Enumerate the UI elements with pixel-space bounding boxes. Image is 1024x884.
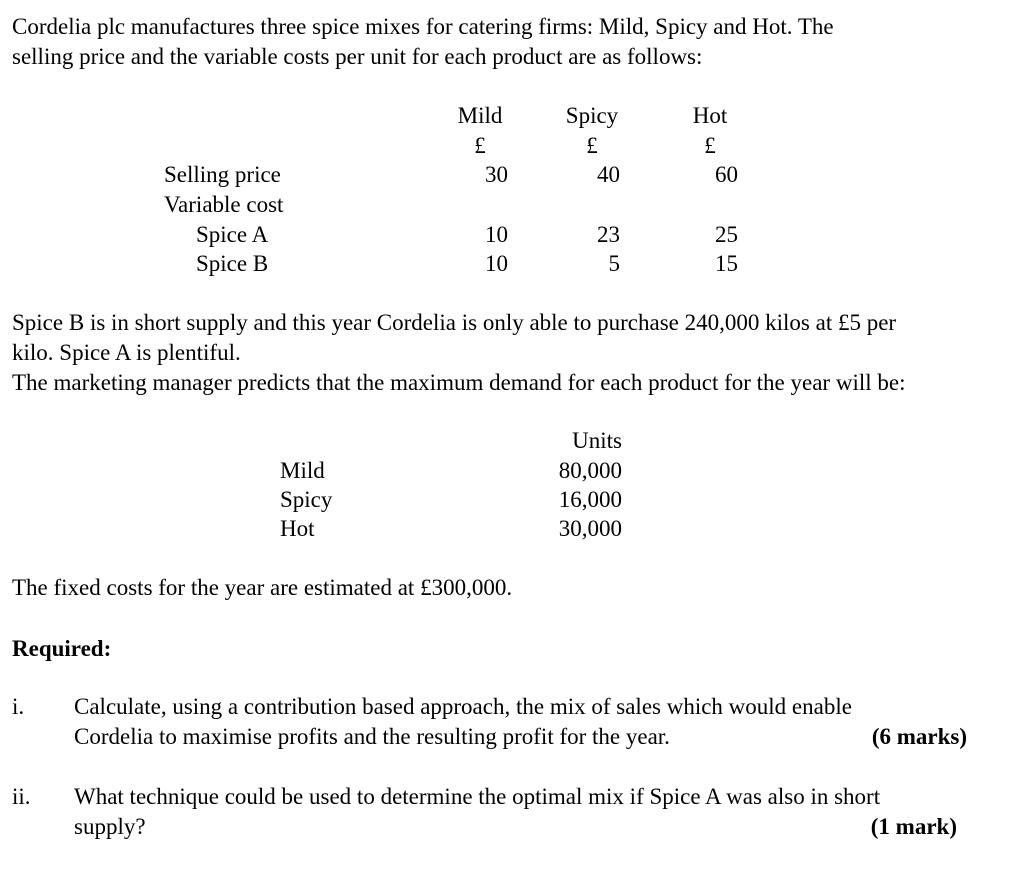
- question-text-line-1: What technique could be used to determine the optimal mix if Spice A was also in short: [74, 784, 881, 809]
- row-label-variable-cost: Variable cost: [164, 192, 284, 217]
- demand-value-spicy: 16,000: [558, 487, 622, 512]
- col-header-spicy: Spicy: [565, 103, 619, 128]
- row-label-spice-a: Spice A: [196, 222, 269, 247]
- cell-spice-a-spicy: 23: [597, 222, 620, 247]
- question-text-line-2: Cordelia to maximise profits and the resulting profit for the year.: [74, 724, 670, 749]
- cell-spice-a-mild: 10: [485, 222, 508, 247]
- fixed-costs-text: The fixed costs for the year are estimated at £300,000.: [12, 575, 513, 600]
- demand-value-mild: 80,000: [558, 458, 622, 483]
- intro-line-2: selling price and the variable costs per unit for each product are as follows:: [12, 44, 703, 69]
- question-number: i.: [12, 694, 25, 719]
- demand-label-hot: Hot: [280, 516, 315, 541]
- question-marks: (6 marks): [871, 724, 967, 749]
- demand-label-spicy: Spicy: [280, 487, 333, 512]
- col-header-mild: Mild: [457, 103, 503, 128]
- row-label-spice-b: Spice B: [196, 251, 269, 276]
- question-number: ii.: [12, 784, 31, 809]
- currency-spicy: £: [586, 133, 598, 158]
- cell-selling-mild: 30: [485, 162, 508, 187]
- required-heading: Required:: [12, 636, 112, 661]
- demand-value-hot: 30,000: [558, 516, 622, 541]
- question-text-line-1: Calculate, using a contribution based approach, the mix of sales which would enable: [74, 694, 852, 719]
- question-text-line-2: supply?: [74, 814, 146, 839]
- demand-header-units: Units: [572, 428, 622, 453]
- demand-label-mild: Mild: [280, 458, 325, 483]
- col-header-hot: Hot: [692, 103, 728, 128]
- currency-hot: £: [704, 133, 716, 158]
- supply-line-2: kilo. Spice A is plentiful.: [12, 340, 241, 365]
- currency-mild: £: [474, 133, 486, 158]
- cell-spice-b-mild: 10: [485, 251, 508, 276]
- intro-line-1: Cordelia plc manufactures three spice mixes for catering firms: Mild, Spicy and Hot. The: [12, 14, 834, 39]
- question-marks: (1 mark): [870, 814, 957, 839]
- cell-selling-spicy: 40: [597, 162, 620, 187]
- cell-spice-b-hot: 15: [715, 251, 738, 276]
- cell-selling-hot: 60: [715, 162, 738, 187]
- supply-line-1: Spice B is in short supply and this year Cordelia is only able to purchase 240,000 kilos at £5 per: [12, 310, 897, 335]
- cell-spice-b-spicy: 5: [608, 251, 620, 276]
- cell-spice-a-hot: 25: [715, 222, 738, 247]
- supply-line-3: The marketing manager predicts that the maximum demand for each product for the year will be:: [12, 370, 906, 395]
- row-label-selling-price: Selling price: [164, 162, 281, 187]
